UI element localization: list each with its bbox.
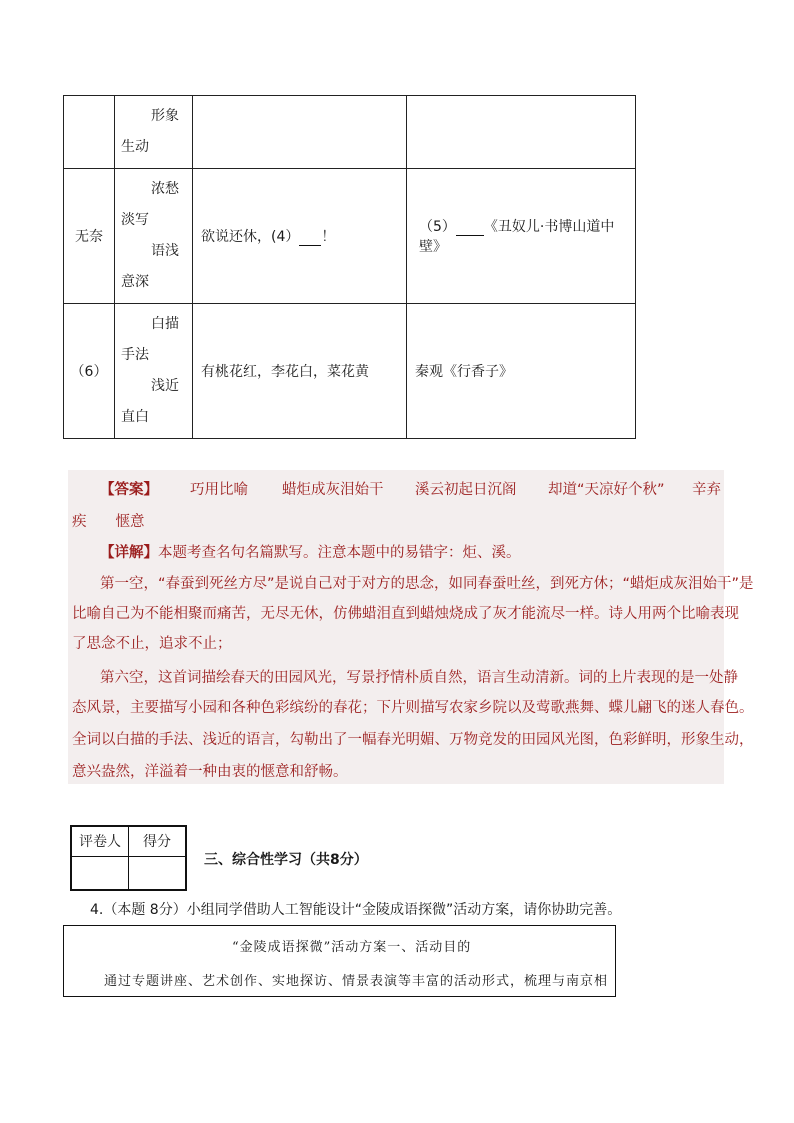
answer-item: 辛弃 <box>692 482 721 498</box>
paragraph-line: 全词以白描的手法、浅近的语言，勾勒出了一幅春光明媚、万物竞发的田园风光图，色彩鲜明，形象生动， <box>72 732 754 748</box>
detail-tag: 【详解】 <box>100 545 158 561</box>
paragraph-line: 第一空，“春蚕到死丝方尽”是说自己对于对方的思念，如同春蚕吐丝，到死方休；“蜡炬成灰泪始干”是 <box>100 576 754 592</box>
answer-line: 疾 惬意 <box>72 514 145 530</box>
cell-text: 白描 <box>151 316 179 332</box>
detail-line <box>100 541 521 562</box>
paragraph-line: 了思念不止，追求不止； <box>72 636 232 652</box>
answer-section <box>68 470 754 784</box>
score-label: 得分 <box>129 826 187 856</box>
question-text: 4.（本题 8分）小组同学借助人工智能设计“金陵成语探微”活动方案，请你协助完善。 <box>90 902 622 918</box>
answer-item: 蜡炬成灰泪始干 <box>282 482 384 498</box>
fill-blank <box>456 220 484 236</box>
grader-label: 评卷人 <box>71 826 129 856</box>
cell-text: 生动 <box>121 139 149 155</box>
answer-tag: 【答案】 <box>100 482 158 498</box>
answer-item: 溪云初起日沉阁 <box>415 482 517 498</box>
plan-box <box>63 925 616 997</box>
cell-text: 浓愁 <box>151 181 179 197</box>
cell-text: 《丑奴儿·书博山道中壁》 <box>419 219 615 255</box>
grader-field[interactable] <box>71 856 129 890</box>
cell-text: 欲说还休，(4） <box>201 229 300 245</box>
paragraph-line: 第六空，这首词描绘春天的田园风光，写景抒情朴质自然，语言生动清新。词的上片表现的是一处静 <box>100 670 738 686</box>
table-cell <box>407 96 636 169</box>
table-cell <box>193 96 407 169</box>
table-cell: 有桃花红，李花白，菜花黄 <box>193 304 407 439</box>
table-cell: （6） <box>64 304 115 439</box>
table-row <box>64 169 636 304</box>
cell-text: 手法 <box>121 347 149 363</box>
paragraph-line: 态风景，主要描写小园和各种色彩缤纷的春花；下片则描写农家乡院以及莺歌燕舞、蝶儿翩飞的迷人春色。 <box>72 700 754 716</box>
cell-text: （5） <box>419 219 456 235</box>
answer-line <box>100 478 158 499</box>
score-field[interactable] <box>129 856 187 890</box>
table-cell <box>64 96 115 169</box>
section-heading: 三、综合性学习（共8分） <box>204 852 368 868</box>
table-cell <box>407 169 636 304</box>
score-box <box>70 825 187 891</box>
cell-text: 形象 <box>151 108 179 124</box>
detail-text: 本题考查名句名篇默写。注意本题中的易错字：炬、溪。 <box>158 545 521 561</box>
cell-text: 浅近 <box>151 378 179 394</box>
answer-item: 却道“天凉好个秋” <box>548 482 665 498</box>
plan-title: “金陵成语探微”活动方案一、活动目的 <box>232 940 472 955</box>
cell-text: 意深 <box>121 274 149 290</box>
table-cell: 无奈 <box>64 169 115 304</box>
fill-blank <box>299 230 321 246</box>
table-cell <box>115 304 193 439</box>
table-cell: 秦观《行香子》 <box>407 304 636 439</box>
table-row <box>71 856 186 890</box>
plan-text: 通过专题讲座、艺术创作、实地探访、情景表演等丰富的活动形式，梳理与南京相 <box>104 974 609 989</box>
cell-text: ！ <box>321 229 336 245</box>
cell-text: 直白 <box>121 409 149 425</box>
table-row <box>64 96 636 169</box>
table-cell <box>193 169 407 304</box>
paragraph-line: 比喻自己为不能相聚而痛苦，无尽无休，仿佛蜡泪直到蜡烛烧成了灰才能流尽一样。诗人用两个比喻表现 <box>72 606 739 622</box>
answer-item: 巧用比喻 <box>190 482 248 498</box>
table-cell <box>115 169 193 304</box>
paragraph-line: 意兴盎然，洋溢着一种由衷的惬意和舒畅。 <box>72 764 348 780</box>
cell-text: 语浅 <box>151 243 179 259</box>
table-row <box>64 304 636 439</box>
table-cell <box>115 96 193 169</box>
poetry-table <box>63 95 636 439</box>
table-row <box>71 826 186 856</box>
cell-text: 淡写 <box>121 212 149 228</box>
